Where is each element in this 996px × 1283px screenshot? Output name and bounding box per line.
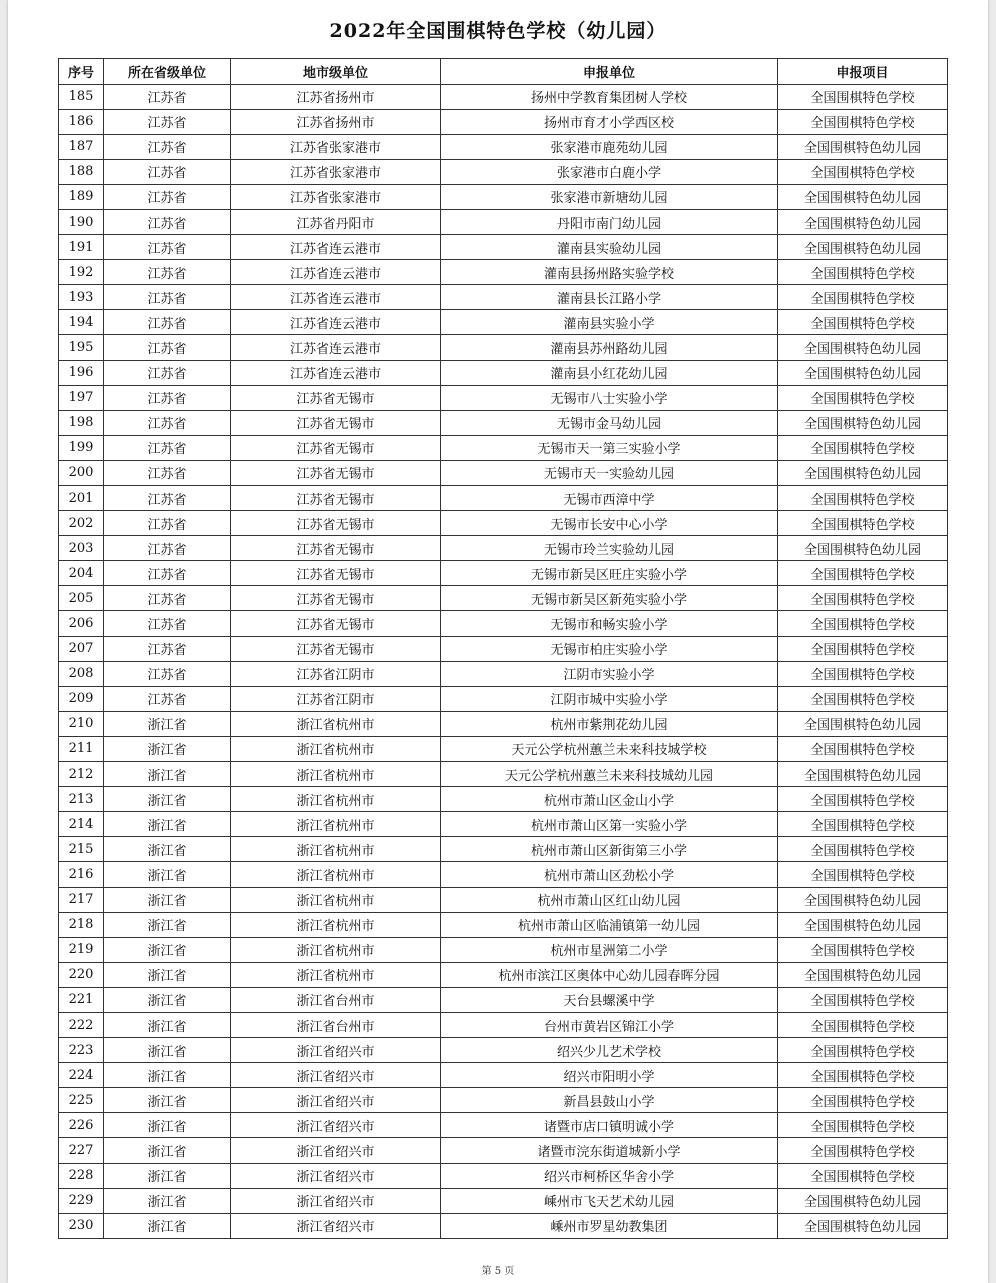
cell-province: 浙江省 — [104, 1063, 231, 1088]
table-row — [59, 636, 948, 661]
cell-city: 江苏省连云港市 — [231, 260, 441, 285]
cell-project: 全国围棋特色幼儿园 — [778, 235, 948, 260]
cell-index: 219 — [59, 937, 104, 962]
cell-index: 201 — [59, 486, 104, 511]
cell-province: 江苏省 — [104, 310, 231, 335]
table-row — [59, 987, 948, 1012]
cell-province: 江苏省 — [104, 536, 231, 561]
cell-applicant: 天元公学杭州蕙兰未来科技城幼儿园 — [441, 762, 778, 787]
cell-province: 江苏省 — [104, 511, 231, 536]
cell-city: 江苏省丹阳市 — [231, 209, 441, 234]
cell-applicant: 无锡市金马幼儿园 — [441, 410, 778, 435]
cell-province: 浙江省 — [104, 937, 231, 962]
cell-index: 186 — [59, 109, 104, 134]
cell-applicant: 绍兴市柯桥区华舍小学 — [441, 1163, 778, 1188]
cell-city: 浙江省杭州市 — [231, 837, 441, 862]
cell-city: 江苏省无锡市 — [231, 460, 441, 485]
cell-city: 江苏省扬州市 — [231, 84, 441, 109]
cell-project: 全国围棋特色幼儿园 — [778, 762, 948, 787]
cell-project: 全国围棋特色学校 — [778, 636, 948, 661]
table-row — [59, 335, 948, 360]
cell-applicant: 灌南县实验幼儿园 — [441, 235, 778, 260]
cell-province: 浙江省 — [104, 987, 231, 1012]
cell-city: 浙江省杭州市 — [231, 862, 441, 887]
table-row — [59, 736, 948, 761]
table-row — [59, 235, 948, 260]
table-header-row — [59, 59, 948, 85]
cell-index: 204 — [59, 561, 104, 586]
cell-index: 185 — [59, 84, 104, 109]
cell-province: 浙江省 — [104, 1213, 231, 1238]
table-row — [59, 109, 948, 134]
table-row — [59, 84, 948, 109]
cell-index: 187 — [59, 134, 104, 159]
cell-city: 江苏省连云港市 — [231, 310, 441, 335]
cell-project: 全国围棋特色学校 — [778, 1138, 948, 1163]
cell-city: 江苏省无锡市 — [231, 536, 441, 561]
cell-project: 全国围棋特色学校 — [778, 1113, 948, 1138]
cell-applicant: 天台县螺溪中学 — [441, 987, 778, 1012]
cell-index: 215 — [59, 837, 104, 862]
cell-index: 196 — [59, 360, 104, 385]
cell-province: 江苏省 — [104, 109, 231, 134]
cell-index: 212 — [59, 762, 104, 787]
cell-city: 浙江省绍兴市 — [231, 1213, 441, 1238]
cell-applicant: 无锡市新吴区旺庄实验小学 — [441, 561, 778, 586]
cell-project: 全国围棋特色幼儿园 — [778, 209, 948, 234]
cell-index: 198 — [59, 410, 104, 435]
table-row — [59, 184, 948, 209]
table-row — [59, 260, 948, 285]
table-row — [59, 1012, 948, 1037]
cell-project: 全国围棋特色幼儿园 — [778, 912, 948, 937]
cell-applicant: 灌南县实验小学 — [441, 310, 778, 335]
cell-applicant: 杭州市萧山区第一实验小学 — [441, 812, 778, 837]
cell-province: 江苏省 — [104, 335, 231, 360]
cell-project: 全国围棋特色学校 — [778, 787, 948, 812]
cell-applicant: 灌南县扬州路实验学校 — [441, 260, 778, 285]
header-index: 序号 — [59, 59, 104, 85]
cell-city: 江苏省江阴市 — [231, 661, 441, 686]
cell-applicant: 绍兴少儿艺术学校 — [441, 1038, 778, 1063]
cell-applicant: 丹阳市南门幼儿园 — [441, 209, 778, 234]
cell-city: 江苏省连云港市 — [231, 335, 441, 360]
table-row — [59, 486, 948, 511]
table-row — [59, 1163, 948, 1188]
cell-city: 浙江省台州市 — [231, 1012, 441, 1037]
cell-project: 全国围棋特色学校 — [778, 1038, 948, 1063]
cell-province: 浙江省 — [104, 711, 231, 736]
table-row — [59, 711, 948, 736]
cell-city: 浙江省杭州市 — [231, 912, 441, 937]
cell-city: 江苏省无锡市 — [231, 511, 441, 536]
table-row — [59, 661, 948, 686]
cell-province: 江苏省 — [104, 586, 231, 611]
cell-applicant: 无锡市八士实验小学 — [441, 385, 778, 410]
table-row — [59, 310, 948, 335]
cell-applicant: 张家港市白鹿小学 — [441, 159, 778, 184]
cell-applicant: 台州市黄岩区锦江小学 — [441, 1012, 778, 1037]
cell-city: 江苏省无锡市 — [231, 435, 441, 460]
cell-index: 222 — [59, 1012, 104, 1037]
table-row — [59, 1113, 948, 1138]
cell-province: 浙江省 — [104, 1113, 231, 1138]
table-row — [59, 611, 948, 636]
cell-province: 江苏省 — [104, 661, 231, 686]
page-number: 第 5 页 — [481, 1266, 515, 1277]
cell-city: 浙江省杭州市 — [231, 962, 441, 987]
cell-project: 全国围棋特色幼儿园 — [778, 410, 948, 435]
cell-index: 221 — [59, 987, 104, 1012]
cell-index: 192 — [59, 260, 104, 285]
cell-city: 江苏省连云港市 — [231, 285, 441, 310]
cell-index: 230 — [59, 1213, 104, 1238]
cell-applicant: 灌南县苏州路幼儿园 — [441, 335, 778, 360]
cell-province: 浙江省 — [104, 837, 231, 862]
cell-index: 211 — [59, 736, 104, 761]
table-row — [59, 536, 948, 561]
cell-project: 全国围棋特色幼儿园 — [778, 1213, 948, 1238]
cell-index: 209 — [59, 686, 104, 711]
cell-index: 223 — [59, 1038, 104, 1063]
cell-index: 213 — [59, 787, 104, 812]
cell-applicant: 绍兴市阳明小学 — [441, 1063, 778, 1088]
cell-city: 浙江省绍兴市 — [231, 1063, 441, 1088]
cell-province: 浙江省 — [104, 812, 231, 837]
cell-project: 全国围棋特色学校 — [778, 586, 948, 611]
cell-city: 浙江省绍兴市 — [231, 1113, 441, 1138]
cell-index: 217 — [59, 887, 104, 912]
cell-applicant: 无锡市天一实验幼儿园 — [441, 460, 778, 485]
cell-project: 全国围棋特色幼儿园 — [778, 536, 948, 561]
cell-province: 浙江省 — [104, 1163, 231, 1188]
table-row — [59, 1038, 948, 1063]
cell-project: 全国围棋特色学校 — [778, 937, 948, 962]
cell-project: 全国围棋特色学校 — [778, 987, 948, 1012]
cell-project: 全国围棋特色学校 — [778, 561, 948, 586]
table-row — [59, 862, 948, 887]
cell-province: 江苏省 — [104, 611, 231, 636]
table-row — [59, 586, 948, 611]
table-row — [59, 1088, 948, 1113]
table-row — [59, 837, 948, 862]
cell-province: 江苏省 — [104, 385, 231, 410]
cell-index: 207 — [59, 636, 104, 661]
cell-applicant: 杭州市星洲第二小学 — [441, 937, 778, 962]
cell-applicant: 扬州市育才小学西区校 — [441, 109, 778, 134]
cell-project: 全国围棋特色幼儿园 — [778, 335, 948, 360]
cell-project: 全国围棋特色学校 — [778, 109, 948, 134]
cell-applicant: 杭州市萧山区红山幼儿园 — [441, 887, 778, 912]
table-row — [59, 285, 948, 310]
table-row — [59, 561, 948, 586]
cell-index: 229 — [59, 1188, 104, 1213]
cell-project: 全国围棋特色幼儿园 — [778, 1188, 948, 1213]
cell-city: 江苏省无锡市 — [231, 611, 441, 636]
cell-applicant: 张家港市鹿苑幼儿园 — [441, 134, 778, 159]
cell-applicant: 灌南县小红花幼儿园 — [441, 360, 778, 385]
cell-province: 浙江省 — [104, 1012, 231, 1037]
cell-city: 浙江省绍兴市 — [231, 1038, 441, 1063]
cell-index: 194 — [59, 310, 104, 335]
cell-project: 全国围棋特色学校 — [778, 260, 948, 285]
cell-project: 全国围棋特色学校 — [778, 1088, 948, 1113]
cell-city: 浙江省绍兴市 — [231, 1088, 441, 1113]
cell-applicant: 嵊州市飞天艺术幼儿园 — [441, 1188, 778, 1213]
cell-city: 江苏省扬州市 — [231, 109, 441, 134]
cell-province: 江苏省 — [104, 134, 231, 159]
header-project: 申报项目 — [778, 59, 948, 85]
cell-project: 全国围棋特色幼儿园 — [778, 360, 948, 385]
cell-province: 江苏省 — [104, 285, 231, 310]
table-row — [59, 887, 948, 912]
cell-city: 浙江省杭州市 — [231, 887, 441, 912]
cell-project: 全国围棋特色学校 — [778, 661, 948, 686]
cell-province: 江苏省 — [104, 184, 231, 209]
cell-province: 江苏省 — [104, 561, 231, 586]
cell-project: 全国围棋特色幼儿园 — [778, 887, 948, 912]
table-row — [59, 962, 948, 987]
table-row — [59, 511, 948, 536]
cell-city: 江苏省连云港市 — [231, 360, 441, 385]
cell-project: 全国围棋特色学校 — [778, 812, 948, 837]
cell-city: 浙江省绍兴市 — [231, 1163, 441, 1188]
cell-applicant: 无锡市玲兰实验幼儿园 — [441, 536, 778, 561]
cell-index: 214 — [59, 812, 104, 837]
table-row — [59, 1138, 948, 1163]
cell-index: 188 — [59, 159, 104, 184]
cell-project: 全国围棋特色学校 — [778, 159, 948, 184]
cell-project: 全国围棋特色学校 — [778, 511, 948, 536]
table-row — [59, 1188, 948, 1213]
cell-province: 江苏省 — [104, 460, 231, 485]
cell-city: 江苏省无锡市 — [231, 561, 441, 586]
cell-index: 195 — [59, 335, 104, 360]
cell-project: 全国围棋特色学校 — [778, 385, 948, 410]
cell-province: 江苏省 — [104, 209, 231, 234]
table-row — [59, 134, 948, 159]
cell-city: 江苏省无锡市 — [231, 385, 441, 410]
cell-project: 全国围棋特色学校 — [778, 84, 948, 109]
cell-city: 江苏省张家港市 — [231, 159, 441, 184]
cell-province: 浙江省 — [104, 787, 231, 812]
document-page — [8, 0, 988, 1283]
cell-index: 199 — [59, 435, 104, 460]
cell-province: 浙江省 — [104, 1038, 231, 1063]
cell-project: 全国围棋特色学校 — [778, 611, 948, 636]
cell-province: 浙江省 — [104, 762, 231, 787]
cell-applicant: 杭州市滨江区奥体中心幼儿园春晖分园 — [441, 962, 778, 987]
cell-project: 全国围棋特色学校 — [778, 1012, 948, 1037]
schools-table — [58, 58, 948, 1239]
cell-applicant: 江阴市实验小学 — [441, 661, 778, 686]
cell-index: 225 — [59, 1088, 104, 1113]
cell-province: 浙江省 — [104, 887, 231, 912]
cell-province: 江苏省 — [104, 435, 231, 460]
table-row — [59, 460, 948, 485]
cell-province: 浙江省 — [104, 1188, 231, 1213]
table-body — [59, 84, 948, 1238]
table-row — [59, 937, 948, 962]
cell-applicant: 无锡市和畅实验小学 — [441, 611, 778, 636]
table-row — [59, 435, 948, 460]
cell-province: 浙江省 — [104, 962, 231, 987]
cell-applicant: 杭州市萧山区金山小学 — [441, 787, 778, 812]
cell-city: 江苏省无锡市 — [231, 636, 441, 661]
table-row — [59, 360, 948, 385]
cell-project: 全国围棋特色幼儿园 — [778, 460, 948, 485]
table-row — [59, 1213, 948, 1238]
table-row — [59, 410, 948, 435]
cell-index: 224 — [59, 1063, 104, 1088]
cell-city: 浙江省杭州市 — [231, 762, 441, 787]
header-city: 地市级单位 — [231, 59, 441, 85]
cell-project: 全国围棋特色学校 — [778, 285, 948, 310]
cell-province: 浙江省 — [104, 1088, 231, 1113]
cell-province: 浙江省 — [104, 1138, 231, 1163]
cell-city: 江苏省无锡市 — [231, 486, 441, 511]
cell-city: 浙江省杭州市 — [231, 736, 441, 761]
cell-project: 全国围棋特色学校 — [778, 1063, 948, 1088]
cell-province: 江苏省 — [104, 360, 231, 385]
cell-project: 全国围棋特色学校 — [778, 837, 948, 862]
cell-province: 江苏省 — [104, 159, 231, 184]
cell-applicant: 无锡市西漳中学 — [441, 486, 778, 511]
cell-applicant: 嵊州市罗星幼教集团 — [441, 1213, 778, 1238]
cell-project: 全国围棋特色幼儿园 — [778, 134, 948, 159]
cell-city: 浙江省台州市 — [231, 987, 441, 1012]
cell-city: 浙江省杭州市 — [231, 812, 441, 837]
cell-index: 210 — [59, 711, 104, 736]
cell-applicant: 无锡市柏庄实验小学 — [441, 636, 778, 661]
cell-index: 197 — [59, 385, 104, 410]
cell-city: 浙江省绍兴市 — [231, 1188, 441, 1213]
cell-project: 全国围棋特色学校 — [778, 486, 948, 511]
cell-index: 205 — [59, 586, 104, 611]
table-row — [59, 787, 948, 812]
cell-project: 全国围棋特色学校 — [778, 435, 948, 460]
cell-province: 浙江省 — [104, 862, 231, 887]
table-row — [59, 812, 948, 837]
cell-index: 218 — [59, 912, 104, 937]
cell-project: 全国围棋特色学校 — [778, 1163, 948, 1188]
cell-province: 江苏省 — [104, 235, 231, 260]
cell-applicant: 灌南县长江路小学 — [441, 285, 778, 310]
cell-index: 220 — [59, 962, 104, 987]
cell-city: 浙江省杭州市 — [231, 937, 441, 962]
cell-applicant: 杭州市萧山区临浦镇第一幼儿园 — [441, 912, 778, 937]
cell-province: 江苏省 — [104, 636, 231, 661]
cell-project: 全国围棋特色学校 — [778, 310, 948, 335]
cell-index: 226 — [59, 1113, 104, 1138]
cell-index: 193 — [59, 285, 104, 310]
cell-applicant: 诸暨市店口镇明诚小学 — [441, 1113, 778, 1138]
cell-index: 227 — [59, 1138, 104, 1163]
cell-project: 全国围棋特色学校 — [778, 686, 948, 711]
cell-index: 190 — [59, 209, 104, 234]
cell-applicant: 诸暨市浣东街道城新小学 — [441, 1138, 778, 1163]
cell-city: 江苏省无锡市 — [231, 410, 441, 435]
cell-applicant: 无锡市长安中心小学 — [441, 511, 778, 536]
cell-index: 191 — [59, 235, 104, 260]
table-row — [59, 912, 948, 937]
cell-city: 江苏省江阴市 — [231, 686, 441, 711]
cell-city: 江苏省连云港市 — [231, 235, 441, 260]
cell-province: 江苏省 — [104, 486, 231, 511]
cell-project: 全国围棋特色学校 — [778, 862, 948, 887]
header-province: 所在省级单位 — [104, 59, 231, 85]
table-row — [59, 385, 948, 410]
cell-index: 206 — [59, 611, 104, 636]
cell-index: 228 — [59, 1163, 104, 1188]
cell-province: 江苏省 — [104, 84, 231, 109]
cell-province: 浙江省 — [104, 912, 231, 937]
cell-province: 浙江省 — [104, 736, 231, 761]
cell-applicant: 无锡市新吴区新苑实验小学 — [441, 586, 778, 611]
cell-index: 216 — [59, 862, 104, 887]
cell-applicant: 无锡市天一第三实验小学 — [441, 435, 778, 460]
table-row — [59, 1063, 948, 1088]
cell-applicant: 杭州市紫荆花幼儿园 — [441, 711, 778, 736]
cell-applicant: 新昌县鼓山小学 — [441, 1088, 778, 1113]
cell-applicant: 江阴市城中实验小学 — [441, 686, 778, 711]
cell-applicant: 杭州市萧山区新街第三小学 — [441, 837, 778, 862]
header-applicant: 申报单位 — [441, 59, 778, 85]
cell-city: 江苏省张家港市 — [231, 134, 441, 159]
cell-province: 江苏省 — [104, 260, 231, 285]
cell-index: 203 — [59, 536, 104, 561]
table-row — [59, 209, 948, 234]
table-row — [59, 762, 948, 787]
cell-city: 浙江省绍兴市 — [231, 1138, 441, 1163]
document-title: 2022年全国围棋特色学校（幼儿园） — [329, 20, 667, 42]
cell-project: 全国围棋特色学校 — [778, 736, 948, 761]
table-row — [59, 686, 948, 711]
cell-province: 江苏省 — [104, 410, 231, 435]
cell-project: 全国围棋特色幼儿园 — [778, 962, 948, 987]
cell-index: 189 — [59, 184, 104, 209]
cell-project: 全国围棋特色幼儿园 — [778, 184, 948, 209]
cell-applicant: 张家港市新塘幼儿园 — [441, 184, 778, 209]
cell-applicant: 天元公学杭州蕙兰未来科技城学校 — [441, 736, 778, 761]
cell-project: 全国围棋特色幼儿园 — [778, 711, 948, 736]
cell-applicant: 扬州中学教育集团树人学校 — [441, 84, 778, 109]
cell-city: 江苏省无锡市 — [231, 586, 441, 611]
cell-city: 浙江省杭州市 — [231, 711, 441, 736]
cell-index: 202 — [59, 511, 104, 536]
cell-city: 江苏省张家港市 — [231, 184, 441, 209]
cell-index: 200 — [59, 460, 104, 485]
cell-city: 浙江省杭州市 — [231, 787, 441, 812]
cell-index: 208 — [59, 661, 104, 686]
cell-province: 江苏省 — [104, 686, 231, 711]
table-row — [59, 159, 948, 184]
cell-applicant: 杭州市萧山区劲松小学 — [441, 862, 778, 887]
